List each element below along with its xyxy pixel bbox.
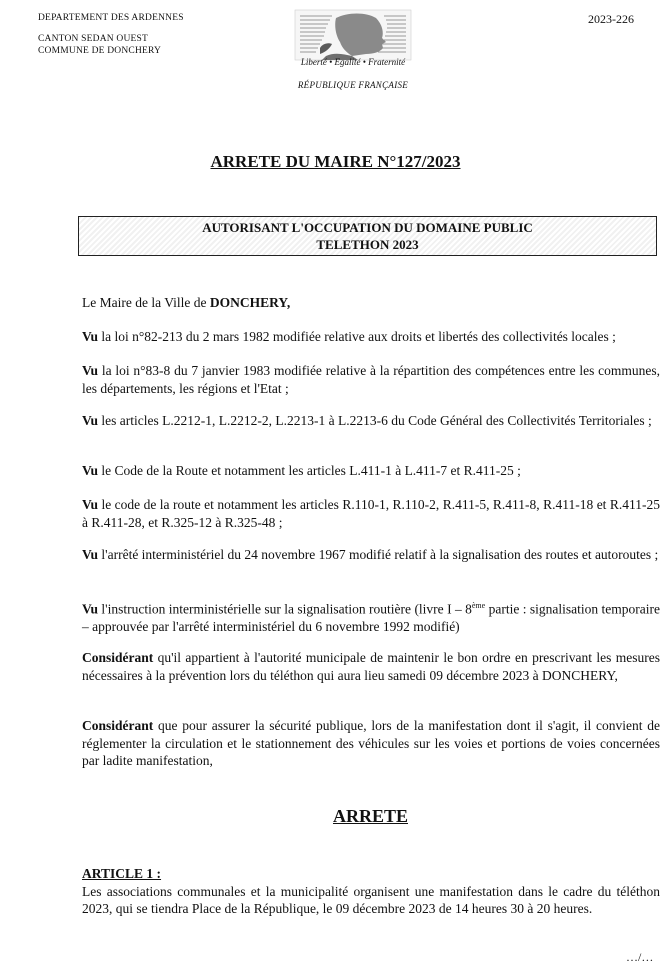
superscript: ème [471,601,486,610]
considerant-paragraph [82,717,660,770]
vu-text: l'arrêté interministériel du 24 novembre 1967 modifié relatif à la signalisation des routes et autoroutes ; [98,547,659,562]
vu-text: la loi n°83-8 du 7 janvier 1983 modifiée relative à la répartition des compétences entre les communes, les départements, les régions et l'Etat ; [82,363,660,396]
considerant-word: Considérant [82,650,154,665]
republic-label: RÉPUBLIQUE FRANÇAISE [297,80,409,90]
vu-word: Vu [82,363,99,378]
considerant-text: qu'il appartient à l'autorité municipale de maintenir le bon ordre en prescrivant les mesures nécessaires à la prévention lors du téléthon qui aura lieu samedi 09 décembre 2023 à DONCHERY, [82,650,660,683]
arrete-heading: ARRETE [332,806,408,826]
vu-word: Vu [82,547,99,562]
vu-paragraph [82,496,660,531]
commune-label: COMMUNE DE DONCHERY [38,46,162,56]
intro-town: DONCHERY, [209,295,291,310]
decree-title: ARRETE DU MAIRE N°127/2023 [210,152,461,171]
vu-paragraph [82,462,660,480]
vu-text: partie : signalisation temporaire – approuvée par l'arrêté interministériel du 6 novembre 1992 modifié) [82,601,660,634]
vu-word: Vu [82,413,99,428]
vu-word: Vu [82,463,99,478]
vu-paragraph [82,328,660,346]
reference-number: 2023-226 [588,12,634,26]
considerant-word: Considérant [82,718,154,733]
vu-text: la loi n°82-213 du 2 mars 1982 modifiée relative aux droits et libertés des collectivités locales ; [98,329,616,344]
subject-box [78,216,657,256]
vu-paragraph [82,412,660,430]
considerant-text: que pour assurer la sécurité publique, lors de la manifestation dont il s'agit, il convient de réglementer la circulation et le stationnement des véhicules sur les voies et portions de voies concernées par ladite manifestation, [82,718,660,768]
vu-paragraph [82,546,660,564]
intro-text: Le Maire de la Ville de [82,295,210,310]
subject-line-2: TELETHON 2023 [316,237,419,252]
intro-paragraph [82,294,660,312]
vu-text: les articles L.2212-1, L.2212-2, L.2213-1 à L.2213-6 du Code Général des Collectivités Territoriales ; [98,413,652,428]
article-1-text: Les associations communales et la municipalité organisent une manifestation dans le cadre du téléthon 2023, qui se tiendra Place de la République, le 09 décembre 2023 de 14 heures 30 à 20 heures. [82,883,660,916]
vu-paragraph [82,362,660,397]
subject-line-1: AUTORISANT L'OCCUPATION DU DOMAINE PUBLIC [202,220,533,235]
vu-paragraph [82,597,660,636]
canton-label: CANTON SEDAN OUEST [38,34,149,44]
vu-text: l'instruction interministérielle sur la signalisation routière (livre I – 8 [98,601,472,617]
republic-motto: Liberté • Egalité • Fraternité [300,57,406,67]
vu-text: le code de la route et notamment les articles R.110-1, R.110-2, R.411-5, R.411-8, R.411-18 et R.411-25 à R.411-28, et R.325-12 à R.325-48 ; [82,497,660,530]
considerant-paragraph [82,649,660,684]
continuation-mark: …/… [626,950,654,964]
vu-word: Vu [82,329,99,344]
vu-word: Vu [82,601,99,617]
vu-text: le Code de la Route et notamment les articles L.411-1 à L.411-7 et R.411-25 ; [98,463,521,478]
department-label: DEPARTEMENT DES ARDENNES [38,13,184,23]
vu-word: Vu [82,497,99,512]
article-1 [82,865,660,918]
article-1-heading: ARTICLE 1 : [82,866,162,881]
